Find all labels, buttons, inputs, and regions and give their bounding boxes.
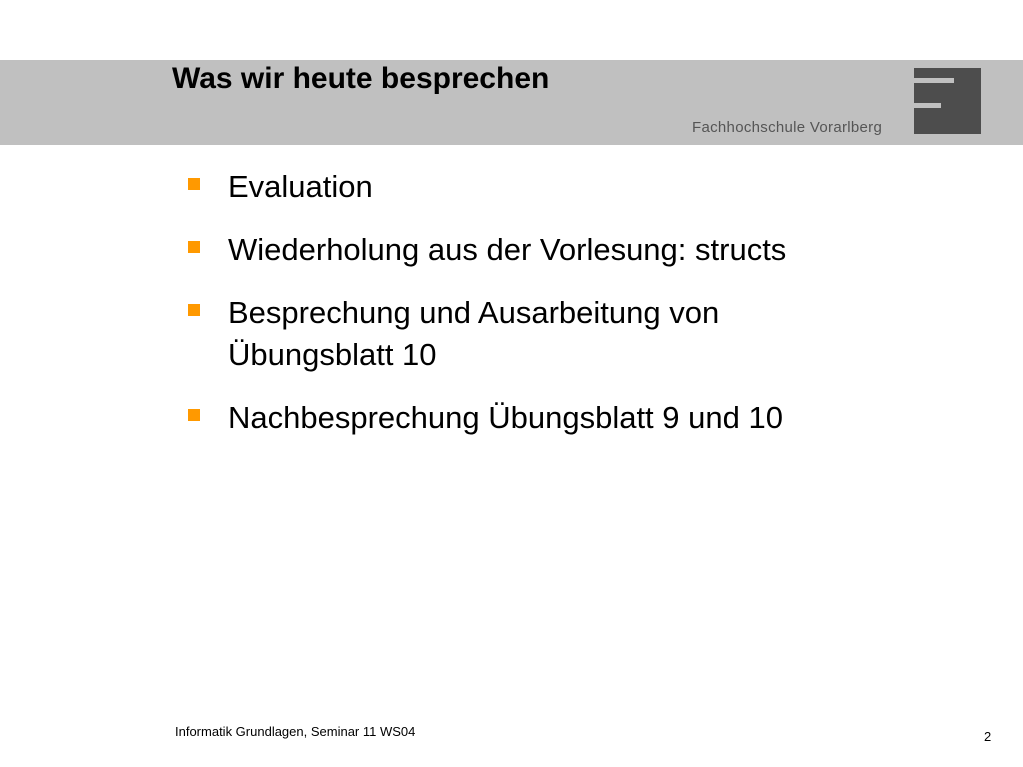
bullet-text: Wiederholung aus der Vorlesung: structs (228, 232, 787, 267)
bullet-item (185, 166, 786, 208)
bullet-text: Nachbesprechung Übungsblatt 9 und 10 (228, 400, 783, 435)
bullet-list (185, 166, 786, 460)
bullet-text: Evaluation (228, 169, 373, 204)
logo-mark (914, 68, 981, 134)
bullet-text: Besprechung und Ausarbeitung von (228, 295, 720, 330)
square-bullet-icon (188, 409, 200, 421)
page-number: 2 (984, 729, 992, 744)
institution-logo (914, 68, 981, 134)
bullet-item (185, 397, 786, 439)
bullet-item (185, 292, 786, 376)
square-bullet-icon (188, 304, 200, 316)
footer-text: Informatik Grundlagen, Seminar 11 WS04 (175, 724, 416, 739)
square-bullet-icon (188, 178, 200, 190)
bullet-item (185, 229, 786, 271)
square-bullet-icon (188, 241, 200, 253)
bullet-text-continuation: Übungsblatt 10 (228, 337, 437, 372)
institution-name: Fachhochschule Vorarlberg (692, 119, 883, 136)
slide-title: Was wir heute besprechen (172, 62, 550, 95)
